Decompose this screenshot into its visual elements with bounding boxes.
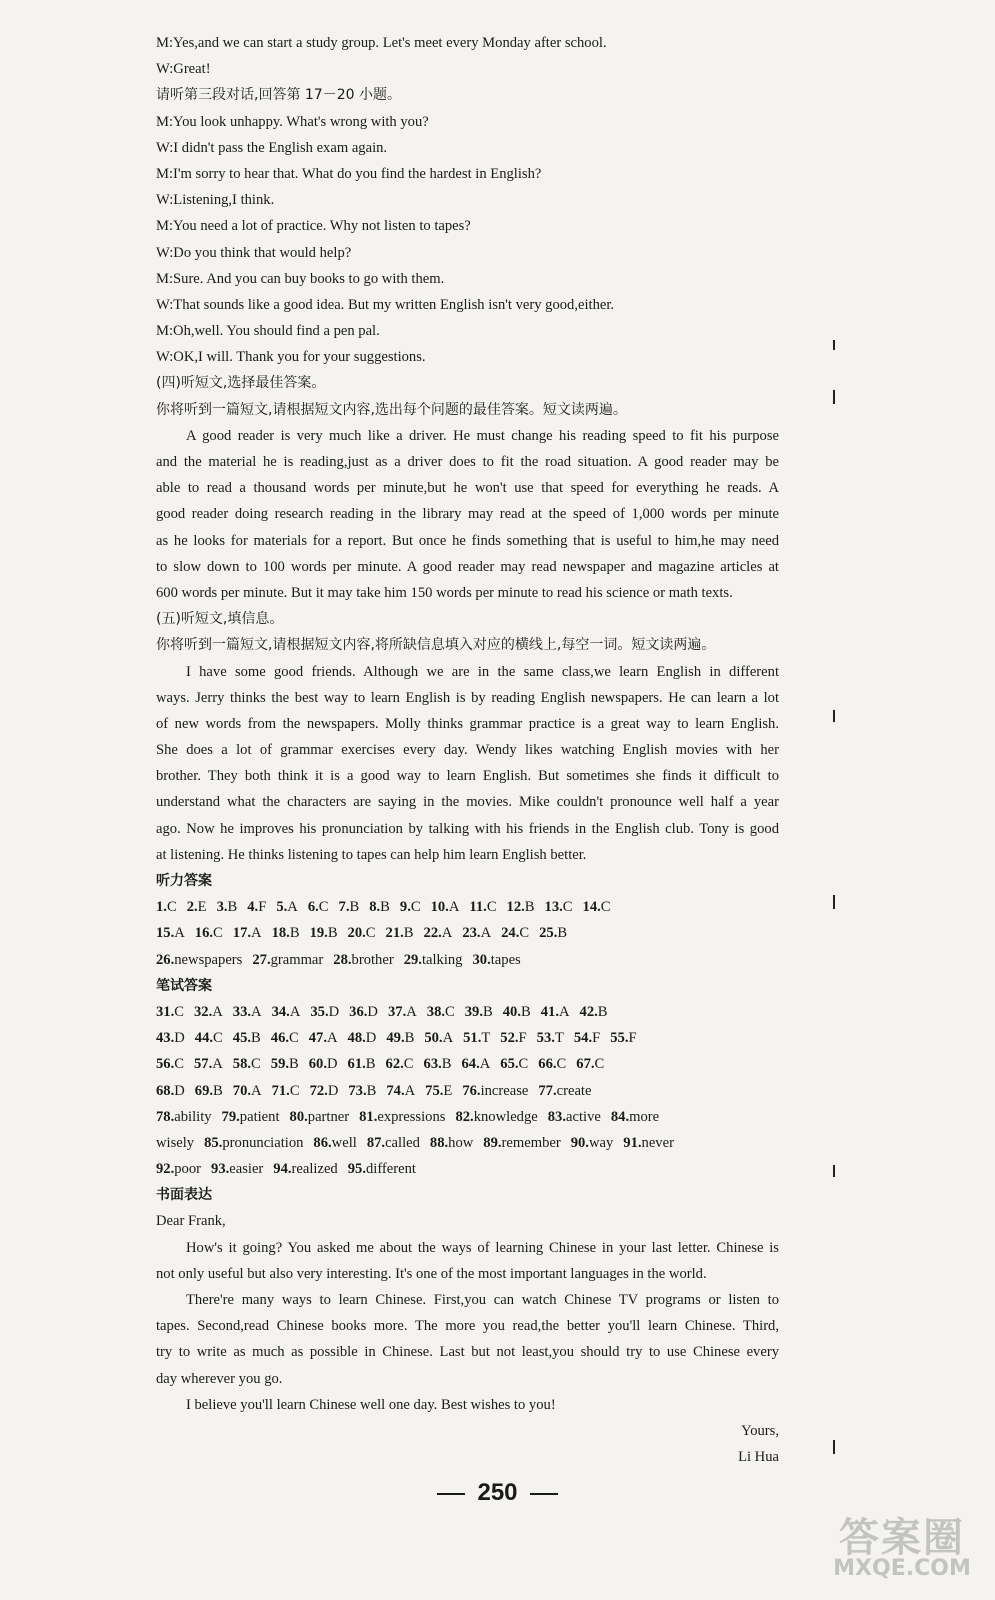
- answer-item: 23.A: [462, 925, 492, 942]
- passage-line: A good reader is very much like a driver. He must change his reading speed to fit his purpose: [186, 427, 779, 444]
- answer-item: 15.A: [156, 925, 185, 942]
- answer-item: 71.C: [271, 1082, 300, 1099]
- dialogue3-heading: 请听第三段对话,回答第 17－20 小题。: [156, 87, 401, 104]
- answer-item: 17.A: [232, 925, 262, 942]
- answer-item: 54.F: [573, 1030, 601, 1047]
- scan-edge-mark: [833, 895, 835, 909]
- passage-line: ways. Jerry thinks the best way to learn English is by reading English newspapers. He can learn a lot: [156, 689, 779, 706]
- answer-item: 25.B: [539, 925, 568, 942]
- answer-item: 47.A: [308, 1030, 338, 1047]
- answer-item: 9.C: [399, 899, 421, 916]
- answer-item: 6.C: [307, 899, 329, 916]
- answer-item: 41.A: [540, 1003, 570, 1020]
- answer-row: [156, 947, 779, 973]
- answer-row: [156, 999, 779, 1025]
- answer-item: 87.called: [366, 1134, 420, 1151]
- answer-item: 43.D: [156, 1030, 185, 1047]
- answer-row: [156, 1130, 779, 1156]
- answer-item: 74.A: [386, 1082, 416, 1099]
- passage-line: able to read a thousand words per minute,but he won't use that speed for everything he reads. A: [156, 480, 779, 497]
- answer-item: 45.B: [232, 1030, 261, 1047]
- answer-item: 81.expressions: [359, 1108, 446, 1125]
- answer-row: [156, 920, 779, 946]
- answer-item: 24.C: [501, 925, 530, 942]
- answer-item: 58.C: [232, 1056, 261, 1073]
- passage-line: understand what the characters are saying in the movies. Mike couldn't pronounce well half a year: [156, 794, 779, 811]
- answer-item: 53.T: [536, 1030, 564, 1047]
- answer-item: 79.patient: [221, 1108, 280, 1125]
- page-number-text: 250: [477, 1479, 518, 1506]
- writing-heading: 书面表达: [156, 1187, 212, 1204]
- answer-item: 48.D: [347, 1030, 377, 1047]
- scan-edge-mark: [833, 390, 835, 404]
- answer-item: 14.C: [582, 899, 611, 916]
- answer-item: 50.A: [424, 1030, 454, 1047]
- answer-item: 46.C: [270, 1030, 299, 1047]
- passage-line: to slow down to 100 words per minute. A good reader may read newspaper and magazine articles at: [156, 558, 779, 575]
- answer-item: 95.different: [347, 1161, 416, 1178]
- letter-line: I believe you'll learn Chinese well one day. Best wishes to you!: [186, 1396, 556, 1413]
- answer-item: 7.B: [338, 899, 360, 916]
- answer-item: 49.B: [386, 1030, 415, 1047]
- answer-row: [156, 1104, 779, 1130]
- answer-item: 8.B: [369, 899, 390, 916]
- dialogue-line: M:Yes,and we can start a study group. Let's meet every Monday after school.: [156, 35, 607, 51]
- dialogue-line: M:You look unhappy. What's wrong with you?: [156, 113, 429, 130]
- dialogue-line: W:Great!: [156, 61, 211, 78]
- letter-line: try to write as much as possible in Chinese. Last but not least,you should try to use Chinese every: [156, 1344, 779, 1361]
- answer-item: 75.E: [425, 1082, 453, 1099]
- answer-item: 40.B: [502, 1003, 531, 1020]
- answer-item: 12.B: [506, 899, 535, 916]
- answer-item: 33.A: [232, 1003, 262, 1020]
- answer-item: 65.C: [500, 1056, 529, 1073]
- answer-item: 66.C: [538, 1056, 567, 1073]
- answer-row: [156, 1051, 779, 1077]
- written-answers-heading: 笔试答案: [156, 977, 212, 994]
- answer-item: 73.B: [348, 1082, 377, 1099]
- answer-item: 21.B: [385, 925, 414, 942]
- answer-item: 37.A: [387, 1003, 417, 1020]
- answer-item: 62.C: [385, 1056, 414, 1073]
- dialogue-line: W:Listening,I think.: [156, 192, 275, 209]
- answer-item: 34.A: [271, 1003, 301, 1020]
- answer-item: 67.C: [576, 1056, 605, 1073]
- answer-item: 22.A: [423, 925, 453, 942]
- answer-item: 42.B: [579, 1003, 608, 1020]
- letter-closing: Yours,: [741, 1422, 779, 1439]
- answer-item: 32.A: [193, 1003, 223, 1020]
- answer-item: 78.ability: [156, 1108, 212, 1125]
- passage-line: brother. They both think it is a good way to learn English. But sometimes she finds it difficult to: [156, 768, 779, 785]
- passage-line: She does a lot of grammar exercises every day. Wendy likes watching English movies with her: [156, 742, 779, 759]
- answer-item: 89.remember: [483, 1134, 561, 1151]
- dialogue-line: W:Do you think that would help?: [156, 244, 352, 261]
- answer-item: 59.B: [270, 1056, 299, 1073]
- answer-item: 52.F: [500, 1030, 527, 1047]
- answer-item: 83.active: [547, 1108, 601, 1125]
- answer-item: 92.poor: [156, 1161, 202, 1178]
- dialogue-line: W:That sounds like a good idea. But my written English isn't very good,either.: [156, 296, 615, 313]
- answer-item: 44.C: [194, 1030, 223, 1047]
- answer-item: 82.knowledge: [455, 1108, 538, 1125]
- dialogue-line: M:Sure. And you can buy books to go with them.: [156, 270, 445, 287]
- scan-edge-mark: [833, 1440, 835, 1454]
- answer-item: 35.D: [310, 1003, 340, 1020]
- answer-item: 28.brother: [333, 951, 394, 968]
- answer-item: 85.pronunciation: [204, 1134, 304, 1151]
- answer-item: 86.well: [313, 1134, 357, 1151]
- answer-item: 19.B: [309, 925, 338, 942]
- passage-line: at listening. He thinks listening to tapes can help him learn English better.: [156, 846, 587, 863]
- answer-item: 5.A: [276, 899, 298, 916]
- answer-item: 10.A: [430, 899, 460, 916]
- answer-item: 70.A: [232, 1082, 262, 1099]
- page-number: [0, 1479, 995, 1507]
- dash-left: [437, 1493, 465, 1495]
- answer-item: 55.F: [610, 1030, 637, 1047]
- answer-item: 30.tapes: [472, 951, 521, 968]
- dialogue-line: M:I'm sorry to hear that. What do you find the hardest in English?: [156, 165, 542, 182]
- answer-item: 90.way: [570, 1134, 614, 1151]
- answer-item: 68.D: [156, 1082, 185, 1099]
- answer-item: 61.B: [347, 1056, 376, 1073]
- passage-line: 600 words per minute. But it may take him 150 words per minute to read his science or math texts.: [156, 584, 733, 601]
- dialogue-line: W:I didn't pass the English exam again.: [156, 139, 388, 156]
- answer-item: 80.partner: [289, 1108, 350, 1125]
- dialogue-line: M:You need a lot of practice. Why not listen to tapes?: [156, 218, 471, 235]
- answer-item: 18.B: [271, 925, 300, 942]
- answer-item: 69.B: [194, 1082, 223, 1099]
- answer-item: 72.D: [309, 1082, 339, 1099]
- answer-row: [156, 1156, 779, 1182]
- answer-item: 84.more: [610, 1108, 660, 1125]
- answer-item: 31.C: [156, 1003, 184, 1020]
- watermark-url: MXQE.COM: [833, 1556, 971, 1581]
- answer-item: 20.C: [347, 925, 376, 942]
- answer-item: 60.D: [308, 1056, 338, 1073]
- section4-heading: (四)听短文,选择最佳答案。: [156, 375, 326, 392]
- letter-salutation: Dear Frank,: [156, 1213, 226, 1230]
- answer-row: [156, 894, 779, 920]
- answer-item: 11.C: [469, 899, 497, 916]
- answer-item: 4.F: [247, 899, 267, 916]
- passage-line: as he looks for materials for a report. But once he finds something that is useful to him,he may need: [156, 532, 779, 549]
- section5-instruction: 你将听到一篇短文,请根据短文内容,将所缺信息填入对应的横线上,每空一词。短文读两遍。: [156, 637, 716, 654]
- letter-line: There're many ways to learn Chinese. First,you can watch Chinese TV programs or listen to: [186, 1292, 779, 1308]
- answer-item: 1.C: [156, 899, 177, 916]
- answer-item: 93.easier: [211, 1161, 264, 1178]
- scan-edge-mark: [833, 1165, 835, 1177]
- answer-item: 38.C: [426, 1003, 455, 1020]
- answer-row: [156, 1025, 779, 1051]
- dialogue-line: M:Oh,well. You should find a pen pal.: [156, 323, 380, 340]
- watermark-text: 答案圈: [839, 1515, 965, 1561]
- answer-item: 91.never: [623, 1134, 674, 1151]
- answer-item: 51.T: [463, 1030, 491, 1047]
- passage-line: of new words from the newspapers. Molly thinks grammar practice is a great way to learn English.: [156, 715, 779, 732]
- site-watermark-logo: [817, 1506, 987, 1586]
- scan-edge-mark: [833, 340, 835, 350]
- answer-item: 2.E: [186, 899, 207, 916]
- dialogue-line: W:OK,I will. Thank you for your suggestions.: [156, 349, 426, 366]
- answer-item: 64.A: [461, 1056, 491, 1073]
- answer-item: 56.C: [156, 1056, 184, 1073]
- listening-answers-heading: 听力答案: [156, 873, 212, 889]
- answer-item: 16.C: [194, 925, 223, 942]
- answer-item: 63.B: [423, 1056, 452, 1073]
- passage-line: good reader doing research reading in the library may read at the speed of 1,000 words per minute: [156, 506, 779, 523]
- answer-item: 77.create: [538, 1082, 592, 1099]
- listening-answers: [156, 894, 779, 973]
- answer-item: 94.realized: [273, 1161, 338, 1178]
- letter-line: How's it going? You asked me about the ways of learning Chinese in your last letter. Chinese is: [186, 1239, 779, 1256]
- passage-line: ago. Now he improves his pronunciation by talking with his friends in the English club. Tony is good: [156, 820, 779, 837]
- section4-instruction: 你将听到一篇短文,请根据短文内容,选出每个问题的最佳答案。短文读两遍。: [156, 401, 627, 418]
- answer-item: 29.talking: [403, 951, 463, 968]
- answer-item: 13.C: [544, 899, 573, 916]
- answer-item: 76.increase: [462, 1082, 529, 1099]
- letter-signature: Li Hua: [738, 1449, 779, 1466]
- page-content: [156, 30, 779, 1470]
- answer-item: 27.grammar: [252, 951, 324, 968]
- letter-line: day wherever you go.: [156, 1370, 283, 1387]
- passage-line: and the material he is reading,just as a driver does to fit the road situation. A good reader may be: [156, 454, 779, 470]
- letter-line: not only useful but also very interesting. It's one of the most important languages in the world.: [156, 1265, 707, 1282]
- scan-edge-mark: [833, 710, 835, 722]
- answer-item: 57.A: [193, 1056, 223, 1073]
- dash-right: [530, 1493, 558, 1495]
- answer-item: 39.B: [464, 1003, 493, 1020]
- answer-item: 36.D: [349, 1003, 378, 1020]
- section5-heading: (五)听短文,填信息。: [156, 611, 284, 628]
- written-answers: [156, 999, 779, 1182]
- answer-item: 3.B: [216, 899, 238, 916]
- letter-line: tapes. Second,read Chinese books more. The more you read,the better you'll learn Chinese. Third,: [156, 1318, 779, 1335]
- answer-item: 88.how: [429, 1134, 474, 1151]
- answer-item: 26.newspapers: [156, 951, 243, 968]
- answer-item: wisely: [156, 1134, 195, 1151]
- passage-line: I have some good friends. Although we are in the same class,we learn English in different: [186, 663, 779, 680]
- answer-row: [156, 1078, 779, 1104]
